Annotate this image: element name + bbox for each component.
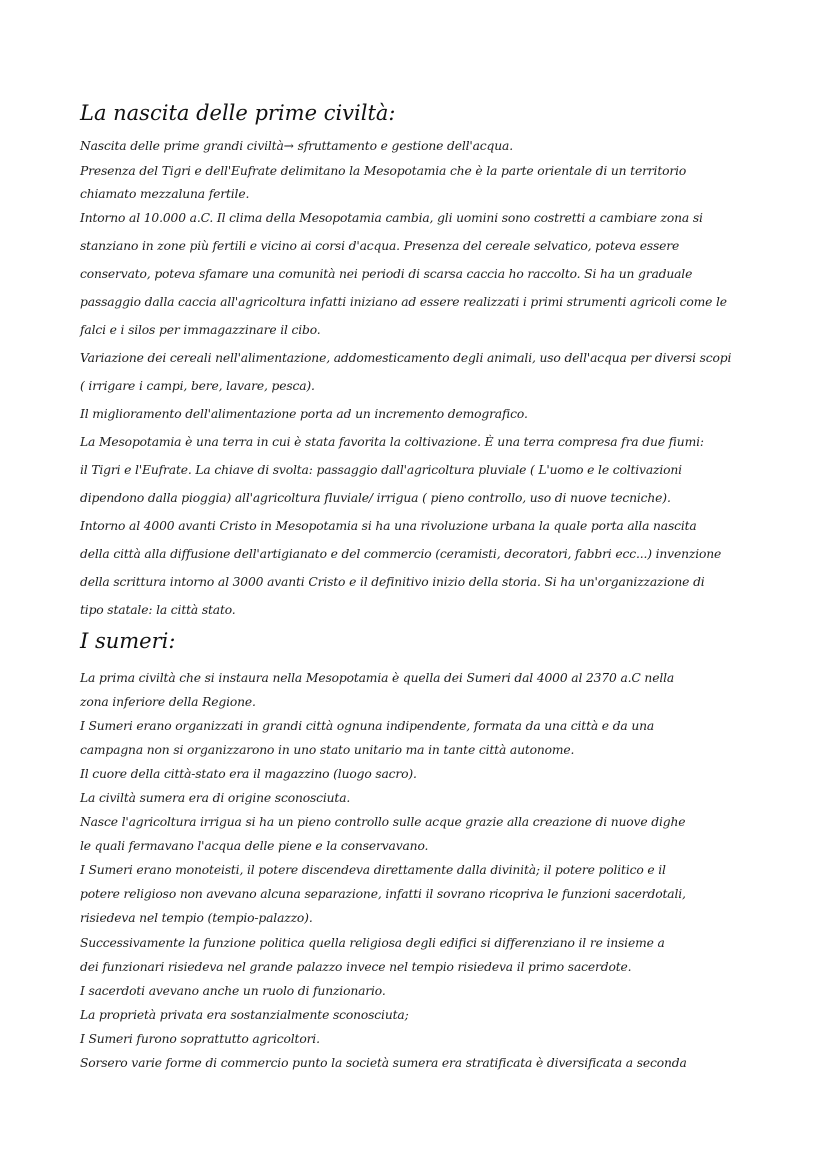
section-heading: La nascita delle prime civiltà: xyxy=(80,101,396,125)
paragraph-line: le quali fermavano l'acqua delle piene e la conservavano. xyxy=(80,839,429,853)
paragraph-line: I Sumeri furono soprattutto agricoltori. xyxy=(80,1032,320,1046)
paragraph-line: I Sumeri erano organizzati in grandi città ognuna indipendente, formata da una città e da una xyxy=(80,719,655,733)
paragraph-line: risiedeva nel tempio (tempio-palazzo). xyxy=(80,911,313,925)
paragraph-line: Il cuore della città-stato era il magazzino (luogo sacro). xyxy=(80,767,417,781)
paragraph-line: Intorno al 4000 avanti Cristo in Mesopotamia si ha una rivoluzione urbana la quale porta alla nascita xyxy=(80,519,697,533)
paragraph-line: tipo statale: la città stato. xyxy=(80,603,236,617)
paragraph-line: conservato, poteva sfamare una comunità nei periodi di scarsa caccia ho raccolto. Si ha un graduale xyxy=(80,267,693,281)
paragraph-line: ( irrigare i campi, bere, lavare, pesca). xyxy=(80,379,315,393)
paragraph-line: La civiltà sumera era di origine sconosciuta. xyxy=(80,791,351,805)
paragraph-line: campagna non si organizzarono in uno stato unitario ma in tante città autonome. xyxy=(80,743,575,757)
paragraph-line: La Mesopotamia è una terra in cui è stata favorita la coltivazione. È una terra compresa fra due fiumi: xyxy=(80,435,704,449)
paragraph-line: Nasce l'agricoltura irrigua si ha un pieno controllo sulle acque grazie alla creazione di nuove dighe xyxy=(80,815,686,829)
paragraph-line: Sorsero varie forme di commercio punto la società sumera era stratificata è diversificata a seconda xyxy=(80,1056,687,1070)
paragraph-line: Intorno al 10.000 a.C. Il clima della Mesopotamia cambia, gli uomini sono costretti a cambiare zona si xyxy=(80,211,703,225)
paragraph-line: dipendono dalla pioggia) all'agricoltura fluviale/ irrigua ( pieno controllo, uso di nuove tecniche). xyxy=(80,491,671,505)
paragraph-line: potere religioso non avevano alcuna separazione, infatti il sovrano ricopriva le funzioni sacerdotali, xyxy=(80,887,686,901)
paragraph-line: zona inferiore della Regione. xyxy=(80,695,256,709)
paragraph-line: Variazione dei cereali nell'alimentazione, addomesticamento degli animali, uso dell'acqua per diversi scopi xyxy=(80,351,732,365)
paragraph-line: I Sumeri erano monoteisti, il potere discendeva direttamente dalla divinità; il potere politico e il xyxy=(80,863,666,877)
section-heading: I sumeri: xyxy=(80,629,176,653)
paragraph-line: passaggio dalla caccia all'agricoltura infatti iniziano ad essere realizzati i primi strumenti agricoli come le xyxy=(80,295,727,309)
paragraph-line: il Tigri e l'Eufrate. La chiave di svolta: passaggio dall'agricoltura pluviale ( L'uomo e le coltivazioni xyxy=(80,463,682,477)
paragraph-line: della scrittura intorno al 3000 avanti Cristo e il definitivo inizio della storia. Si ha un'organizzazione di xyxy=(80,575,705,589)
paragraph-line: dei funzionari risiedeva nel grande palazzo invece nel tempio risiedeva il primo sacerdote. xyxy=(80,960,632,974)
paragraph-line: stanziano in zone più fertili e vicino ai corsi d'acqua. Presenza del cereale selvatico, poteva essere xyxy=(80,239,680,253)
paragraph-line: La prima civiltà che si instaura nella Mesopotamia è quella dei Sumeri dal 4000 al 2370 a.C nella xyxy=(80,671,675,685)
paragraph-line: Presenza del Tigri e dell'Eufrate delimitano la Mesopotamia che è la parte orientale di un territorio xyxy=(80,164,687,178)
paragraph-line: Nascita delle prime grandi civiltà→ sfruttamento e gestione dell'acqua. xyxy=(80,139,513,153)
paragraph-line: della città alla diffusione dell'artigianato e del commercio (ceramisti, decoratori, fabbri ecc...) invenzione xyxy=(80,547,722,561)
paragraph-line: Successivamente la funzione politica quella religiosa degli edifici si differenziano il re insieme a xyxy=(80,936,665,950)
paragraph-line: Il miglioramento dell'alimentazione porta ad un incremento demografico. xyxy=(80,407,528,421)
paragraph-line: chiamato mezzaluna fertile. xyxy=(80,187,250,201)
paragraph-line: I sacerdoti avevano anche un ruolo di funzionario. xyxy=(80,984,386,998)
paragraph-line: La proprietà privata era sostanzialmente sconosciuta; xyxy=(80,1008,409,1022)
paragraph-line: falci e i silos per immagazzinare il cibo. xyxy=(80,323,321,337)
